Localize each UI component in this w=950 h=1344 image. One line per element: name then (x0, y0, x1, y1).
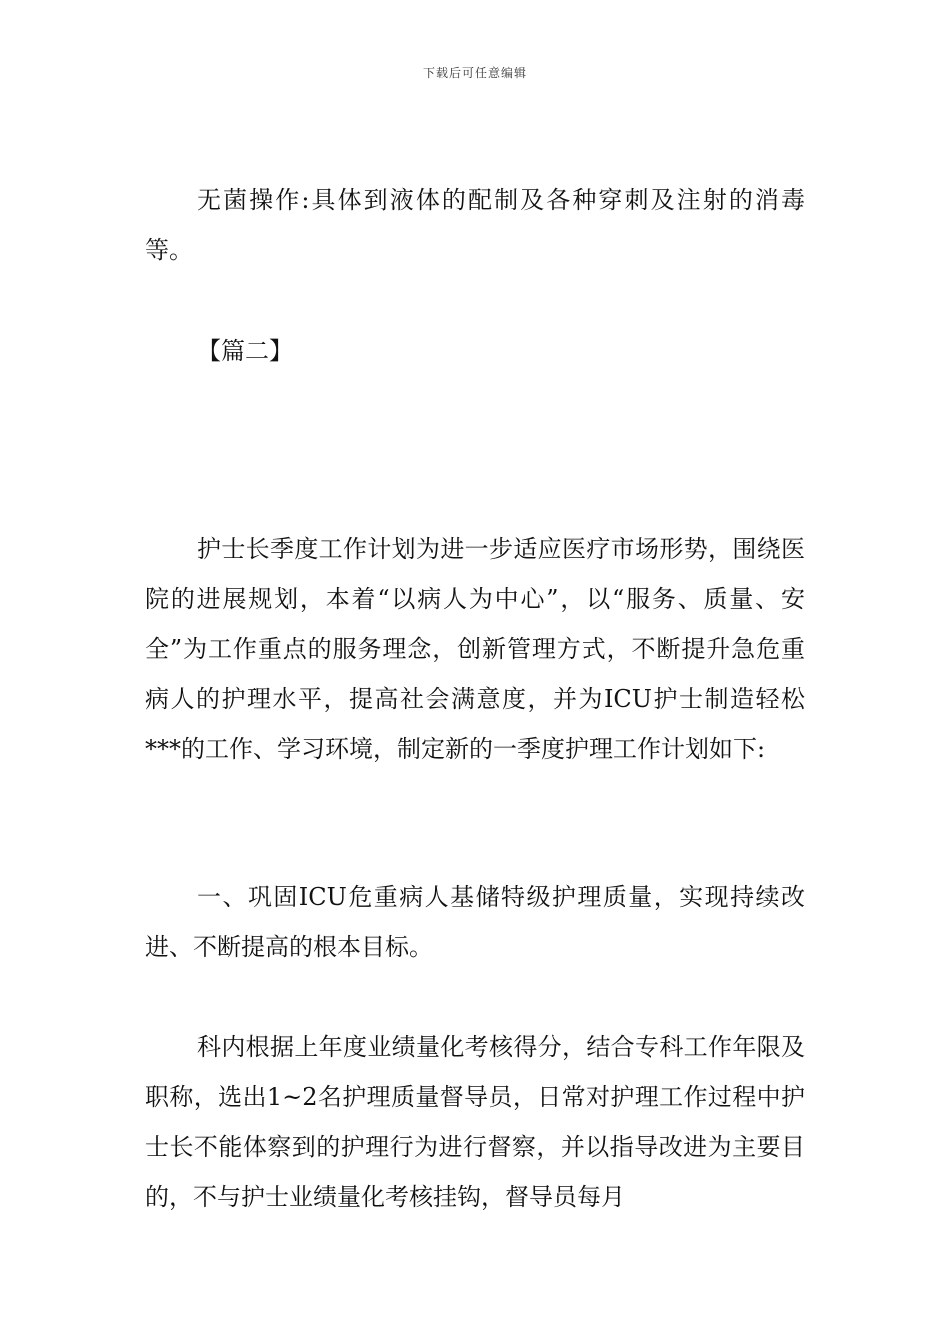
section-heading-part-two: 【篇二】 (197, 337, 293, 365)
paragraph-aseptic-operation: 无菌操作:具体到液体的配制及各种穿刺及注射的消毒等。 (145, 186, 805, 264)
paragraph-item-one-heading: 一、巩固ICU危重病人基储特级护理质量，实现持续改进、不断提高的根本目标。 (145, 883, 805, 961)
paragraph-quality-supervisor: 科内根据上年度业绩量化考核得分，结合专科工作年限及职称，选出1~2名护理质量督导员，日常对护理工作过程中护士长不能体察到的护理行为进行督察，并以指导改进为主要目的，不与护士业绩量化考核挂钩，督导员每月 (145, 1033, 805, 1211)
page-header-note: 下载后可任意编辑 (422, 66, 527, 80)
paragraph-quarterly-plan-intro: 护士长季度工作计划为进一步适应医疗市场形势，围绕医院的进展规划，本着“以病人为中心”，以“服务、质量、安全”为工作重点的服务理念，创新管理方式，不断提升急危重病人的护理水平，提高社会满意度，并为ICU护士制造轻松***的工作、学习环境，制定新的一季度护理工作计划如下: (145, 535, 805, 763)
